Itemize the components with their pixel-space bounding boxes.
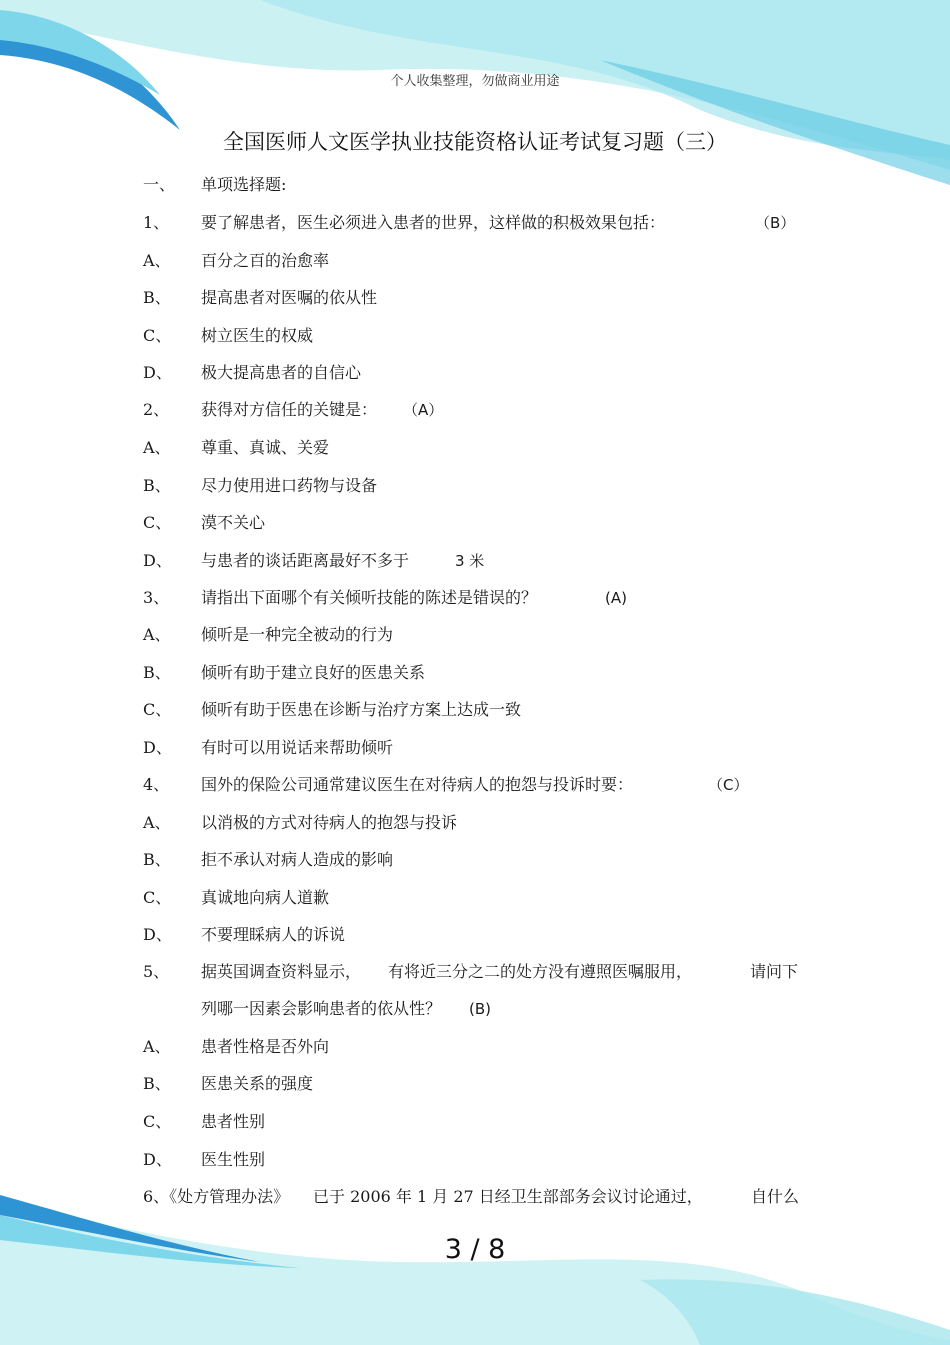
option-a <box>143 1035 823 1059</box>
question-text-part3: 请问下 <box>750 962 799 981</box>
option-text: 拒不承认对病人造成的影响 <box>201 850 394 869</box>
option-label: C、 <box>143 888 172 907</box>
option-label: B、 <box>143 288 171 307</box>
option-text: 患者性格是否外向 <box>201 1037 330 1056</box>
question-text: 要了解患者，医生必须进入患者的世界，这样做的积极效果包括： <box>201 213 666 232</box>
option-label: D、 <box>143 551 172 570</box>
section-label: 单项选择题: <box>201 175 287 194</box>
option-text: 倾听有助于建立良好的医患关系 <box>201 663 426 682</box>
question-number: 5、 <box>143 962 170 981</box>
question-text: 国外的保险公司通常建议医生在对待病人的抱怨与投诉时要： <box>201 775 634 794</box>
option-d <box>143 1148 823 1172</box>
option-label: D、 <box>143 738 172 757</box>
option-label: B、 <box>143 1074 171 1093</box>
option-label: D、 <box>143 363 172 382</box>
option-text: 医患关系的强度 <box>201 1074 314 1093</box>
option-label: A、 <box>143 251 171 270</box>
option-a <box>143 811 823 835</box>
question-number: 4、 <box>143 775 170 794</box>
option-extra: 3 米 <box>455 552 485 570</box>
document-title: 全国医师人文医学执业技能资格认证考试复习题（三） <box>223 130 727 154</box>
question-answer: (A) <box>605 589 627 607</box>
option-a <box>143 436 823 460</box>
option-label: D、 <box>143 1150 172 1169</box>
option-c <box>143 1110 823 1134</box>
question-number: 1、 <box>143 213 170 232</box>
option-label: B、 <box>143 663 171 682</box>
question-4 <box>143 773 823 797</box>
option-d <box>143 923 823 947</box>
option-a <box>143 249 823 273</box>
option-b <box>143 848 823 872</box>
question-6 <box>143 1185 823 1209</box>
question-1 <box>143 211 823 235</box>
option-c <box>143 324 823 348</box>
option-label: A、 <box>143 438 171 457</box>
question-number: 2、 <box>143 400 170 419</box>
question-answer: (B) <box>469 1000 492 1018</box>
question-answer: （C） <box>708 776 749 794</box>
option-d <box>143 736 823 760</box>
page-number: 3 / 8 <box>444 1234 506 1265</box>
option-c <box>143 698 823 722</box>
option-d <box>143 361 823 385</box>
option-b <box>143 286 823 310</box>
option-b <box>143 661 823 685</box>
option-c <box>143 511 823 535</box>
option-a <box>143 623 823 647</box>
question-5 <box>143 960 823 984</box>
option-text: 尊重、真诚、关爱 <box>201 438 330 457</box>
option-label: B、 <box>143 850 171 869</box>
question-2 <box>143 398 823 422</box>
question-text: 列哪一因素会影响患者的依从性？ <box>201 999 442 1018</box>
question-text-part1: 6、《处方管理办法》 <box>143 1187 290 1206</box>
question-3 <box>143 586 823 610</box>
question-answer: （B） <box>755 214 796 232</box>
option-text: 漠不关心 <box>201 513 266 532</box>
option-label: A、 <box>143 1037 171 1056</box>
question-text: 请指出下面哪个有关倾听技能的陈述是错误的？ <box>201 588 538 607</box>
question-text-part1: 据英国调查资料显示， <box>201 962 362 981</box>
option-b <box>143 474 823 498</box>
option-label: A、 <box>143 813 171 832</box>
option-label: A、 <box>143 625 171 644</box>
question-text: 获得对方信任的关键是： <box>201 400 378 419</box>
option-text: 百分之百的治愈率 <box>201 251 330 270</box>
option-label: C、 <box>143 1112 172 1131</box>
question-number: 3、 <box>143 588 170 607</box>
option-text: 医生性别 <box>201 1150 266 1169</box>
question-text-part2: 有将近三分之二的处方没有遵照医嘱服用， <box>388 962 693 981</box>
question-5-continuation <box>201 997 491 1021</box>
option-text: 真诚地向病人道歉 <box>201 888 330 907</box>
option-label: C、 <box>143 326 172 345</box>
option-text: 尽力使用进口药物与设备 <box>201 476 378 495</box>
option-label: B、 <box>143 476 171 495</box>
option-text: 与患者的谈话距离最好不多于 <box>201 551 410 570</box>
option-text: 极大提高患者的自信心 <box>201 363 362 382</box>
option-text: 以消极的方式对待病人的抱怨与投诉 <box>201 813 458 832</box>
option-text: 倾听是一种完全被动的行为 <box>201 625 394 644</box>
option-text: 有时可以用说话来帮助倾听 <box>201 738 394 757</box>
section-number: 一、 <box>143 175 176 194</box>
section-heading <box>143 173 823 197</box>
option-text: 不要理睬病人的诉说 <box>201 925 346 944</box>
option-label: D、 <box>143 925 172 944</box>
question-answer: （A） <box>403 401 444 419</box>
question-text-part2: 已于 2006 年 1 月 27 日经卫生部部务会议讨论通过， <box>313 1187 703 1206</box>
option-label: C、 <box>143 513 172 532</box>
option-d <box>143 549 823 573</box>
option-label: C、 <box>143 700 172 719</box>
option-text: 患者性别 <box>201 1112 266 1131</box>
option-c <box>143 886 823 910</box>
option-text: 倾听有助于医患在诊断与治疗方案上达成一致 <box>201 700 522 719</box>
option-text: 提高患者对医嘱的依从性 <box>201 288 378 307</box>
watermark-text: 个人收集整理，勿做商业用途 <box>390 74 560 89</box>
option-text: 树立医生的权威 <box>201 326 314 345</box>
option-b <box>143 1072 823 1096</box>
question-text-part3: 自什么 <box>751 1187 800 1206</box>
